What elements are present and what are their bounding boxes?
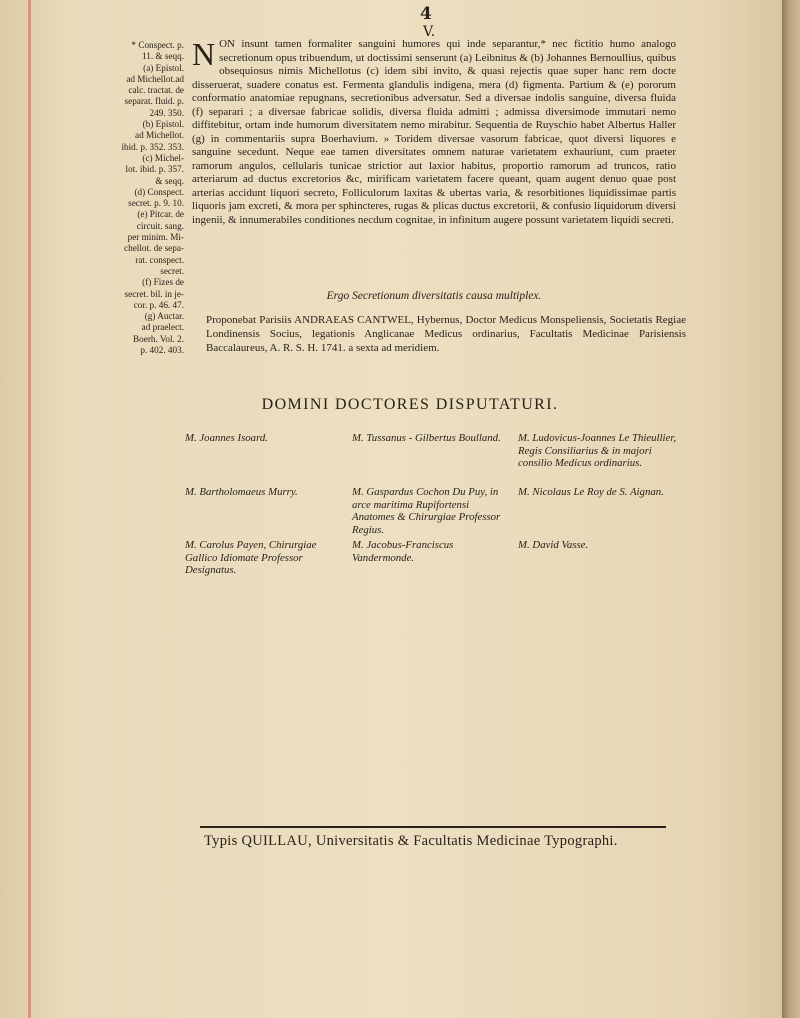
margin-note-line: (g) Auctar. [144, 311, 184, 322]
section-number: V. [423, 24, 436, 40]
margin-note-line: secret. p. 9. 10. [128, 198, 184, 209]
margin-note-line: secret. [160, 265, 184, 276]
margin-note-line: (a) Epistol. [143, 62, 184, 73]
margin-note-line: Boerh. Vol. 2. [133, 333, 184, 344]
doctor-entry: M. Nicolaus Le Roy de S. Aignan. [518, 486, 664, 498]
margin-note-line: calc. tractat. de [128, 85, 184, 96]
conclusion-statement: Ergo Secretionum diversitatis causa multiplex. [326, 290, 542, 302]
margin-note-line: circuit. sang. [136, 220, 184, 231]
paragraph-body [192, 38, 676, 227]
margin-note-line: rat. conspect. [135, 254, 184, 265]
margin-note-line: cor. p. 46. 47. [133, 299, 184, 310]
margin-note-line: * Conspect. p. [131, 40, 184, 50]
margin-note-line: ad praelect. [141, 322, 184, 333]
margin-note-line: (f) Fizes de [142, 277, 184, 288]
doctor-entry: M. Joannes Isoard. [185, 432, 268, 444]
margin-note-line: ad Michellot.ad [126, 73, 184, 84]
margin-note-line: (b) Epistol. [142, 119, 184, 130]
printer-rule [200, 826, 666, 828]
margin-note-line: secret. bil. in je- [124, 288, 184, 299]
doctor-entry: M. Tussanus - Gilbertus Boulland. [352, 432, 501, 444]
margin-note-line: separat. fluid. p. [124, 96, 184, 107]
doctor-entry: M. Ludovicus-Joannes Le Thieullier, Regis Consiliarius & in majori consilio Medicus ordinarius. [518, 432, 677, 469]
doctor-entry: M. Carolus Payen, Chirurgiae Gallico Idiomate Professor Designatus. [185, 539, 317, 576]
doctor-entry: M. Gaspardus Cochon Du Puy, in arce maritima Rupifortensi Anatomes & Chirurgiae Professor Regius. [352, 486, 501, 536]
margin-note-line: p. 402. 403. [140, 345, 184, 356]
doctor-entry: M. Bartholomaeus Murry. [185, 486, 298, 498]
page-number: 4 [420, 4, 432, 24]
margin-notes [104, 40, 184, 356]
margin-note-line: 249. 350. [149, 107, 184, 118]
doctor-entry: M. David Vasse. [518, 539, 589, 551]
drop-cap: N [192, 36, 216, 72]
margin-note-line: (c) Michel- [142, 152, 184, 163]
margin-note-line: ibid. p. 352. 353. [121, 141, 184, 152]
margin-note-line: chellot. de sepa- [124, 243, 184, 254]
margin-note-line: 11. & seqq. [141, 51, 184, 62]
doctor-entry: M. Jacobus-Franciscus Vandermonde. [352, 539, 454, 564]
main-paragraph [192, 38, 676, 227]
margin-note-line: ad Michellot. [135, 130, 184, 141]
margin-note-line: per minim. Mi- [127, 232, 184, 243]
page-fold-line [28, 0, 31, 1018]
margin-note-line: lot. ibid. p. 357. [125, 164, 184, 175]
doctors-heading: DOMINI DOCTORES DISPUTATURI. [261, 396, 559, 413]
proposer-statement: Proponebat Parisiis ANDRAEAS CANTWEL, Hybernus, Doctor Medicus Monspeliensis, Societatis Regiae Londinensis Socius, legationis Anglicanae Medicus ordinarius, Facultatis Medicinae Parisiensis Baccalaureus, A. R. S. H. 1741. a sexta ad meridiem. [206, 314, 686, 354]
margin-note-line: & seqq. [155, 175, 184, 186]
printer-imprint: Typis QUILLAU, Universitatis & Facultatis Medicinae Typographi. [204, 833, 618, 849]
page-edge-shadow [782, 0, 800, 1018]
margin-note-line: (d) Conspect. [134, 186, 184, 197]
margin-note-line: (e) Pitcar. de [137, 209, 184, 220]
paragraph-text: ON insunt tamen formaliter sanguini humores qui inde separantur,* nec fictitio humo analogo secretionum opus tribuendum, ut doctissimi senserunt (a) Leibnitus & (b) Johannes Bernoullius, quibus obsequiosus nimis Michellotus (c) idem sibi invito, & quasi rejectis quae super hanc rem docte disseruerat, suadere conatus est. Fermenta glandulis indigena, mera (d) figmenta. Partium & (e) pororum conformatio anatomiae repugnans, secretionibus adversatur. Sed a diversae indolis sanguine, diversa fluida (f) separari ; a diversae fabricae solidis, diversa fluida admitti ; admissa diversimode immutari nemo diffitebitur, ortam inde humorum diversitatem nemo mirabitur. Sequentia de Ruyschio habet Albertus Haller (g) in commentariis supra Boerhavium. » Toridem diversae vasorum fabricae, quot diversi liquores e sanguine secedunt. Neque eae tamen diversitates omnem naturae varietatem exhauriunt, cum praeter ramorum angulos, cellularis tunicae strictior aut laxior habitus, proportio ramorum ad truncos, ratio arteriarum ad ductus excretorios &c, mirificam varietatem facere queant, quam augent denuo quae post arterias accidunt liquori secreto, Folliculorum laxitas & ubertas varia, & resorbitiones liquidissimae partis liquoris jam excreti, & mora per sphincteres, rugas & plicas ductus excretorii, & confusio liquidorum diversi ingenii, & innumerabiles conditiones necdum cognitae, in infinitum augere possunt varietatem liquidi secreti. [192, 38, 676, 226]
